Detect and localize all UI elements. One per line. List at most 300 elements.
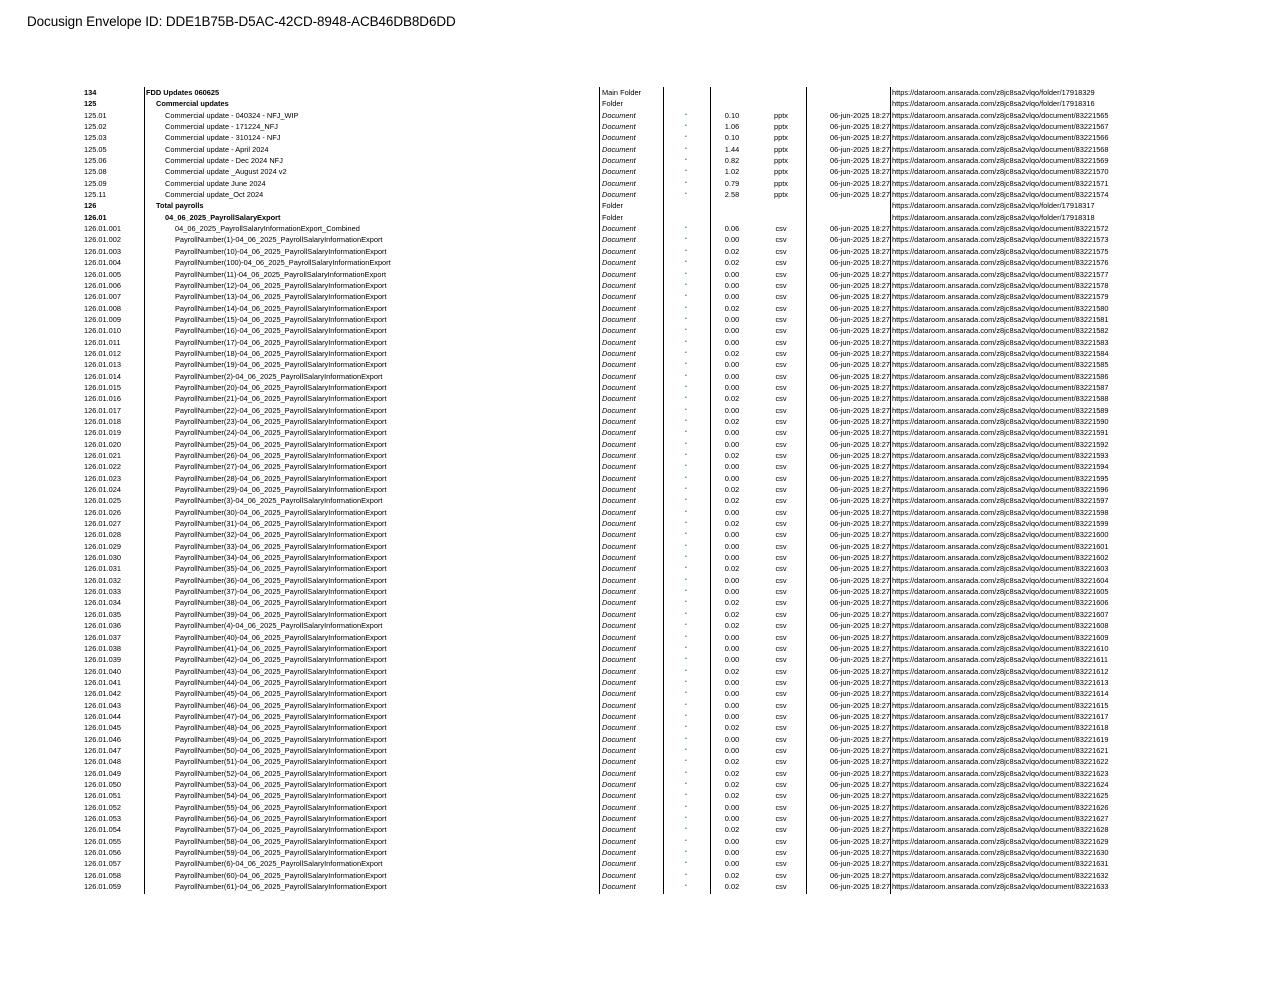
- row-index: 125.11: [84, 190, 107, 200]
- row-type: Document: [602, 632, 636, 642]
- row-url[interactable]: https://dataroom.ansarada.com/z8jc8sa2vlqo/document/83221570: [892, 167, 1109, 177]
- row-name: PayrollNumber(61)-04_06_2025_PayrollSalaryInformationExport: [175, 882, 387, 892]
- row-url[interactable]: https://dataroom.ansarada.com/z8jc8sa2vlqo/folder/17918318: [892, 212, 1095, 222]
- row-type: Document: [602, 360, 636, 370]
- row-size: 1.06: [724, 122, 740, 132]
- row-type: Folder: [602, 99, 623, 109]
- row-url[interactable]: https://dataroom.ansarada.com/z8jc8sa2vlqo/document/83221625: [892, 791, 1109, 801]
- table-row: [0, 711, 1272, 722]
- row-extension: csv: [775, 700, 787, 710]
- row-url[interactable]: https://dataroom.ansarada.com/z8jc8sa2vlqo/document/83221571: [892, 178, 1109, 188]
- row-url[interactable]: https://dataroom.ansarada.com/z8jc8sa2vlqo/document/83221626: [892, 802, 1109, 812]
- table-row: [0, 132, 1272, 143]
- row-size: 2.58: [724, 190, 740, 200]
- row-url[interactable]: https://dataroom.ansarada.com/z8jc8sa2vlqo/document/83221598: [892, 507, 1109, 517]
- row-url[interactable]: https://dataroom.ansarada.com/z8jc8sa2vlqo/document/83221579: [892, 292, 1109, 302]
- row-date: 06-jun-2025 18:27: [830, 745, 890, 755]
- table-row: [0, 382, 1272, 393]
- row-date: 06-jun-2025 18:27: [830, 519, 890, 529]
- row-size: 0.00: [724, 428, 740, 438]
- row-index: 126.01.036: [84, 621, 121, 631]
- row-url[interactable]: https://dataroom.ansarada.com/z8jc8sa2vlqo/document/83221628: [892, 825, 1109, 835]
- table-row: [0, 824, 1272, 835]
- row-extension: csv: [775, 382, 787, 392]
- row-index: 126.01.024: [84, 485, 121, 495]
- row-size: 0.00: [724, 292, 740, 302]
- row-name: PayrollNumber(49)-04_06_2025_PayrollSalaryInformationExport: [175, 734, 387, 744]
- row-size: 0.02: [724, 451, 740, 460]
- row-url[interactable]: https://dataroom.ansarada.com/z8jc8sa2vlqo/document/83221621: [892, 745, 1109, 755]
- table-row: [0, 756, 1272, 767]
- row-url[interactable]: https://dataroom.ansarada.com/z8jc8sa2vlqo/document/83221597: [892, 496, 1109, 506]
- row-type: Folder: [602, 201, 623, 211]
- row-size: 0.00: [724, 655, 740, 665]
- row-marker: •: [685, 134, 687, 141]
- row-marker: •: [685, 769, 687, 776]
- row-url[interactable]: https://dataroom.ansarada.com/z8jc8sa2vlqo/document/83221583: [892, 337, 1109, 347]
- row-index: 126.01.012: [84, 348, 121, 358]
- row-name: PayrollNumber(54)-04_06_2025_PayrollSalaryInformationExport: [175, 791, 387, 801]
- row-date: 06-jun-2025 18:27: [830, 280, 890, 290]
- table-row: [0, 314, 1272, 325]
- row-index: 126.01.048: [84, 757, 121, 767]
- row-index: 126.01.054: [84, 825, 121, 835]
- row-name: PayrollNumber(52)-04_06_2025_PayrollSalaryInformationExport: [175, 768, 387, 778]
- row-index: 126.01.035: [84, 609, 121, 619]
- row-extension: csv: [775, 848, 787, 858]
- row-url[interactable]: https://dataroom.ansarada.com/z8jc8sa2vlqo/folder/17918329: [892, 88, 1095, 97]
- row-type: Document: [602, 553, 636, 563]
- row-extension: pptx: [774, 190, 788, 200]
- row-url[interactable]: https://dataroom.ansarada.com/z8jc8sa2vlqo/document/83221578: [892, 280, 1109, 290]
- row-url[interactable]: https://dataroom.ansarada.com/z8jc8sa2vlqo/document/83221581: [892, 314, 1109, 324]
- row-url[interactable]: https://dataroom.ansarada.com/z8jc8sa2vlqo/document/83221604: [892, 575, 1109, 585]
- row-index: 126.01.013: [84, 360, 121, 370]
- table-row: [0, 246, 1272, 257]
- row-extension: csv: [775, 621, 787, 631]
- table-row: [0, 495, 1272, 506]
- row-extension: csv: [775, 530, 787, 540]
- row-index: 126.01.004: [84, 258, 121, 268]
- row-date: 06-jun-2025 18:27: [830, 723, 890, 733]
- row-url[interactable]: https://dataroom.ansarada.com/z8jc8sa2vlqo/document/83221586: [892, 371, 1109, 381]
- row-url[interactable]: https://dataroom.ansarada.com/z8jc8sa2vlqo/document/83221623: [892, 768, 1109, 778]
- row-date: 06-jun-2025 18:27: [830, 507, 890, 517]
- row-url[interactable]: https://dataroom.ansarada.com/z8jc8sa2vlqo/document/83221631: [892, 859, 1109, 869]
- row-date: 06-jun-2025 18:27: [830, 609, 890, 619]
- row-extension: pptx: [774, 156, 788, 166]
- row-type: Document: [602, 700, 636, 710]
- row-marker: •: [685, 724, 687, 731]
- row-name: FDD Updates 060625: [146, 88, 220, 97]
- row-date: 06-jun-2025 18:27: [830, 677, 890, 687]
- row-size: 0.02: [724, 666, 740, 676]
- row-url[interactable]: https://dataroom.ansarada.com/z8jc8sa2vlqo/document/83221567: [892, 122, 1109, 132]
- row-name: PayrollNumber(59)-04_06_2025_PayrollSalaryInformationExport: [175, 848, 387, 858]
- row-extension: pptx: [774, 167, 788, 177]
- row-url[interactable]: https://dataroom.ansarada.com/z8jc8sa2vlqo/document/83221624: [892, 779, 1109, 789]
- table-row: [0, 813, 1272, 824]
- row-marker: •: [685, 349, 687, 356]
- row-index: 126.01.027: [84, 519, 121, 529]
- row-extension: csv: [775, 643, 787, 653]
- row-marker: •: [685, 656, 687, 663]
- table-row: [0, 881, 1272, 892]
- table-row: [0, 552, 1272, 563]
- row-url[interactable]: https://dataroom.ansarada.com/z8jc8sa2vlqo/document/83221595: [892, 473, 1109, 483]
- row-marker: •: [685, 452, 687, 458]
- row-url[interactable]: https://dataroom.ansarada.com/z8jc8sa2vlqo/document/83221573: [892, 235, 1109, 245]
- row-type: Document: [602, 280, 636, 290]
- row-size: 0.00: [724, 530, 740, 540]
- row-size: 0.00: [724, 734, 740, 744]
- row-extension: csv: [775, 292, 787, 302]
- row-date: 06-jun-2025 18:27: [830, 643, 890, 653]
- row-url[interactable]: https://dataroom.ansarada.com/z8jc8sa2vlqo/document/83221568: [892, 144, 1109, 154]
- row-name: PayrollNumber(2)-04_06_2025_PayrollSalaryInformationExport: [175, 371, 383, 381]
- row-date: 06-jun-2025 18:27: [830, 224, 890, 234]
- row-url[interactable]: https://dataroom.ansarada.com/z8jc8sa2vlqo/document/83221622: [892, 757, 1109, 767]
- row-marker: •: [685, 599, 687, 606]
- table-row: [0, 858, 1272, 869]
- row-index: 125: [84, 99, 97, 109]
- row-type: Document: [602, 768, 636, 778]
- row-marker: •: [685, 293, 687, 300]
- row-url[interactable]: https://dataroom.ansarada.com/z8jc8sa2vlqo/document/83221591: [892, 428, 1109, 438]
- row-marker: •: [685, 417, 687, 424]
- row-name: PayrollNumber(19)-04_06_2025_PayrollSalaryInformationExport: [175, 360, 387, 370]
- row-extension: csv: [775, 575, 787, 585]
- row-name: PayrollNumber(38)-04_06_2025_PayrollSalaryInformationExport: [175, 598, 387, 608]
- row-index: 126.01.037: [84, 632, 121, 642]
- row-index: 126.01.052: [84, 802, 121, 812]
- row-type: Document: [602, 859, 636, 869]
- row-type: Document: [602, 405, 636, 415]
- row-index: 126.01.011: [84, 337, 121, 347]
- row-url[interactable]: https://dataroom.ansarada.com/z8jc8sa2vlqo/document/83221575: [892, 246, 1109, 256]
- row-marker: •: [685, 395, 687, 402]
- row-size: 0.00: [724, 814, 740, 823]
- table-row: [0, 586, 1272, 597]
- row-index: 126.01.015: [84, 382, 121, 392]
- row-date: 06-jun-2025 18:27: [830, 689, 890, 699]
- row-size: 0.00: [724, 575, 740, 585]
- row-index: 126.01.051: [84, 791, 121, 801]
- row-url[interactable]: https://dataroom.ansarada.com/z8jc8sa2vlqo/document/83221572: [892, 224, 1109, 234]
- row-name: PayrollNumber(40)-04_06_2025_PayrollSalaryInformationExport: [175, 632, 387, 642]
- row-marker: •: [685, 780, 687, 787]
- row-name: PayrollNumber(22)-04_06_2025_PayrollSalaryInformationExport: [175, 405, 387, 415]
- row-extension: csv: [775, 235, 787, 245]
- row-marker: •: [685, 168, 687, 175]
- table-row: [0, 121, 1272, 132]
- row-type: Document: [602, 814, 636, 823]
- row-index: 125.08: [84, 167, 107, 177]
- row-url[interactable]: https://dataroom.ansarada.com/z8jc8sa2vlqo/document/83221576: [892, 258, 1109, 268]
- row-type: Folder: [602, 212, 623, 222]
- row-date: 06-jun-2025 18:27: [830, 473, 890, 483]
- row-type: Document: [602, 462, 636, 472]
- row-date: 06-jun-2025 18:27: [830, 405, 890, 415]
- row-url[interactable]: https://dataroom.ansarada.com/z8jc8sa2vlqo/document/83221589: [892, 405, 1109, 415]
- row-size: 0.00: [724, 632, 740, 642]
- row-url[interactable]: https://dataroom.ansarada.com/z8jc8sa2vlqo/document/83221610: [892, 643, 1109, 653]
- row-index: 126.01.020: [84, 439, 121, 449]
- row-name: PayrollNumber(20)-04_06_2025_PayrollSalaryInformationExport: [175, 382, 387, 392]
- row-name: PayrollNumber(3)-04_06_2025_PayrollSalaryInformationExport: [175, 496, 383, 506]
- row-extension: csv: [775, 405, 787, 415]
- row-marker: •: [685, 281, 687, 288]
- row-type: Document: [602, 598, 636, 608]
- row-url[interactable]: https://dataroom.ansarada.com/z8jc8sa2vlqo/document/83221600: [892, 530, 1109, 540]
- row-extension: csv: [775, 677, 787, 687]
- row-type: Document: [602, 519, 636, 529]
- row-url[interactable]: https://dataroom.ansarada.com/z8jc8sa2vlqo/document/83221593: [892, 451, 1109, 460]
- row-type: Document: [602, 757, 636, 767]
- row-url[interactable]: https://dataroom.ansarada.com/z8jc8sa2vlqo/document/83221609: [892, 632, 1109, 642]
- row-url[interactable]: https://dataroom.ansarada.com/z8jc8sa2vlqo/document/83221629: [892, 836, 1109, 846]
- row-marker: •: [685, 429, 687, 436]
- row-marker: •: [685, 758, 687, 765]
- row-extension: csv: [775, 836, 787, 846]
- row-url[interactable]: https://dataroom.ansarada.com/z8jc8sa2vlqo/document/83221569: [892, 156, 1109, 166]
- row-index: 126.01.010: [84, 326, 121, 336]
- row-name: PayrollNumber(39)-04_06_2025_PayrollSalaryInformationExport: [175, 609, 387, 619]
- row-name: PayrollNumber(34)-04_06_2025_PayrollSalaryInformationExport: [175, 553, 387, 563]
- row-size: 0.02: [724, 882, 740, 892]
- row-size: 0.10: [724, 110, 740, 120]
- row-size: 0.00: [724, 269, 740, 279]
- row-name: Commercial updates: [156, 99, 229, 109]
- table-row: [0, 280, 1272, 291]
- row-extension: csv: [775, 326, 787, 336]
- row-date: 06-jun-2025 18:27: [830, 666, 890, 676]
- row-extension: csv: [775, 224, 787, 234]
- table-row: [0, 870, 1272, 881]
- row-type: Document: [602, 133, 636, 143]
- row-size: 0.02: [724, 779, 740, 789]
- row-url[interactable]: https://dataroom.ansarada.com/z8jc8sa2vlqo/document/83221611: [892, 655, 1108, 665]
- row-url[interactable]: https://dataroom.ansarada.com/z8jc8sa2vlqo/document/83221565: [892, 110, 1109, 120]
- row-size: 0.00: [724, 462, 740, 472]
- row-url[interactable]: https://dataroom.ansarada.com/z8jc8sa2vlqo/document/83221603: [892, 564, 1109, 574]
- table-row: [0, 643, 1272, 654]
- row-name: PayrollNumber(43)-04_06_2025_PayrollSalaryInformationExport: [175, 666, 387, 676]
- row-size: 0.02: [724, 485, 740, 495]
- row-url[interactable]: https://dataroom.ansarada.com/z8jc8sa2vlqo/document/83221594: [892, 462, 1109, 472]
- row-marker: •: [685, 803, 687, 810]
- row-extension: csv: [775, 451, 787, 460]
- row-marker: •: [685, 588, 687, 595]
- row-size: 0.02: [724, 621, 740, 631]
- row-index: 125.01: [84, 110, 107, 120]
- row-date: 06-jun-2025 18:27: [830, 382, 890, 392]
- row-name: PayrollNumber(45)-04_06_2025_PayrollSalaryInformationExport: [175, 689, 387, 699]
- row-url[interactable]: https://dataroom.ansarada.com/z8jc8sa2vlqo/document/83221577: [892, 269, 1109, 279]
- row-marker: •: [685, 259, 687, 266]
- row-type: Document: [602, 587, 636, 597]
- row-type: Document: [602, 303, 636, 313]
- row-url[interactable]: https://dataroom.ansarada.com/z8jc8sa2vlqo/document/83221633: [892, 882, 1109, 892]
- table-row: [0, 405, 1272, 416]
- row-type: Document: [602, 416, 636, 426]
- row-url[interactable]: https://dataroom.ansarada.com/z8jc8sa2vlqo/document/83221617: [892, 711, 1109, 721]
- row-index: 125.03: [84, 133, 107, 143]
- row-url[interactable]: https://dataroom.ansarada.com/z8jc8sa2vlqo/document/83221580: [892, 303, 1109, 313]
- row-size: 0.00: [724, 439, 740, 449]
- row-extension: csv: [775, 280, 787, 290]
- row-date: 06-jun-2025 18:27: [830, 836, 890, 846]
- row-type: Document: [602, 689, 636, 699]
- row-url[interactable]: https://dataroom.ansarada.com/z8jc8sa2vlqo/document/83221630: [892, 848, 1109, 858]
- row-date: 06-jun-2025 18:27: [830, 246, 890, 256]
- row-url[interactable]: https://dataroom.ansarada.com/z8jc8sa2vlqo/document/83221615: [892, 700, 1109, 710]
- row-marker: •: [685, 576, 687, 583]
- row-type: Document: [602, 496, 636, 506]
- row-date: 06-jun-2025 18:27: [830, 235, 890, 245]
- row-extension: csv: [775, 541, 787, 551]
- row-index: 126.01.039: [84, 655, 121, 665]
- row-url[interactable]: https://dataroom.ansarada.com/z8jc8sa2vlqo/document/83221613: [892, 677, 1109, 687]
- row-url[interactable]: https://dataroom.ansarada.com/z8jc8sa2vlqo/document/83221599: [892, 519, 1109, 529]
- table-row: [0, 416, 1272, 427]
- row-extension: csv: [775, 711, 787, 721]
- table-row: [0, 291, 1272, 302]
- row-type: Document: [602, 621, 636, 631]
- row-url[interactable]: https://dataroom.ansarada.com/z8jc8sa2vlqo/document/83221582: [892, 326, 1109, 336]
- row-url[interactable]: https://dataroom.ansarada.com/z8jc8sa2vlqo/document/83221596: [892, 485, 1109, 495]
- row-index: 126.01.014: [84, 371, 121, 381]
- row-marker: •: [685, 712, 687, 719]
- row-size: 1.02: [724, 167, 740, 177]
- row-name: PayrollNumber(56)-04_06_2025_PayrollSalaryInformationExport: [175, 814, 387, 823]
- row-name: Commercial update June 2024: [165, 178, 266, 188]
- table-row: [0, 620, 1272, 631]
- row-name: PayrollNumber(17)-04_06_2025_PayrollSalaryInformationExport: [175, 337, 387, 347]
- row-name: PayrollNumber(44)-04_06_2025_PayrollSalaryInformationExport: [175, 677, 387, 687]
- row-size: 0.02: [724, 791, 740, 801]
- row-date: 06-jun-2025 18:27: [830, 326, 890, 336]
- row-marker: •: [685, 372, 687, 379]
- row-url[interactable]: https://dataroom.ansarada.com/z8jc8sa2vlqo/document/83221618: [892, 723, 1109, 733]
- table-row: [0, 597, 1272, 608]
- row-url[interactable]: https://dataroom.ansarada.com/z8jc8sa2vlqo/document/83221614: [892, 689, 1109, 699]
- table-row: [0, 371, 1272, 382]
- row-extension: pptx: [774, 144, 788, 154]
- row-url[interactable]: https://dataroom.ansarada.com/z8jc8sa2vlqo/document/83221588: [892, 394, 1109, 404]
- row-index: 126.01.022: [84, 462, 121, 472]
- row-name: PayrollNumber(13)-04_06_2025_PayrollSalaryInformationExport: [175, 292, 387, 302]
- row-url[interactable]: https://dataroom.ansarada.com/z8jc8sa2vlqo/document/83221590: [892, 416, 1109, 426]
- row-date: 06-jun-2025 18:27: [830, 110, 890, 120]
- row-marker: •: [685, 247, 687, 254]
- table-row: [0, 529, 1272, 540]
- row-size: 0.00: [724, 507, 740, 517]
- row-url[interactable]: https://dataroom.ansarada.com/z8jc8sa2vlqo/document/83221627: [892, 814, 1109, 823]
- row-date: 06-jun-2025 18:27: [830, 360, 890, 370]
- row-name: PayrollNumber(50)-04_06_2025_PayrollSalaryInformationExport: [175, 745, 387, 755]
- row-url[interactable]: https://dataroom.ansarada.com/z8jc8sa2vlqo/folder/17918317: [892, 201, 1095, 211]
- row-marker: •: [685, 678, 687, 685]
- row-marker: •: [685, 690, 687, 697]
- row-name: PayrollNumber(35)-04_06_2025_PayrollSalaryInformationExport: [175, 564, 387, 574]
- row-url[interactable]: https://dataroom.ansarada.com/z8jc8sa2vlqo/document/83221608: [892, 621, 1109, 631]
- row-date: 06-jun-2025 18:27: [830, 303, 890, 313]
- row-name: PayrollNumber(42)-04_06_2025_PayrollSalaryInformationExport: [175, 655, 387, 665]
- row-name: Commercial update _August 2024 v2: [165, 167, 287, 177]
- row-date: 06-jun-2025 18:27: [830, 587, 890, 597]
- table-row: [0, 609, 1272, 620]
- row-type: Document: [602, 530, 636, 540]
- row-url[interactable]: https://dataroom.ansarada.com/z8jc8sa2vlqo/folder/17918316: [892, 99, 1095, 109]
- row-extension: csv: [775, 507, 787, 517]
- row-type: Document: [602, 711, 636, 721]
- row-url[interactable]: https://dataroom.ansarada.com/z8jc8sa2vlqo/document/83221607: [892, 609, 1109, 619]
- row-date: 06-jun-2025 18:27: [830, 314, 890, 324]
- row-url[interactable]: https://dataroom.ansarada.com/z8jc8sa2vlqo/document/83221566: [892, 133, 1109, 143]
- row-size: 0.02: [724, 303, 740, 313]
- table-row: [0, 257, 1272, 268]
- row-type: Document: [602, 609, 636, 619]
- row-url[interactable]: https://dataroom.ansarada.com/z8jc8sa2vlqo/document/83221587: [892, 382, 1109, 392]
- table-row: [0, 359, 1272, 370]
- row-name: PayrollNumber(1)-04_06_2025_PayrollSalaryInformationExport: [175, 235, 383, 245]
- row-marker: •: [685, 474, 687, 481]
- row-type: Document: [602, 564, 636, 574]
- row-url[interactable]: https://dataroom.ansarada.com/z8jc8sa2vlqo/document/83221605: [892, 587, 1109, 597]
- row-size: 1.44: [724, 144, 740, 154]
- row-index: 126.01.021: [84, 451, 121, 460]
- row-url[interactable]: https://dataroom.ansarada.com/z8jc8sa2vlqo/document/83221601: [892, 541, 1109, 551]
- row-date: 06-jun-2025 18:27: [830, 178, 890, 188]
- row-type: Document: [602, 235, 636, 245]
- table-row: [0, 654, 1272, 665]
- row-url[interactable]: https://dataroom.ansarada.com/z8jc8sa2vlqo/document/83221612: [892, 666, 1109, 676]
- row-url[interactable]: https://dataroom.ansarada.com/z8jc8sa2vlqo/document/83221592: [892, 439, 1109, 449]
- row-size: 0.00: [724, 405, 740, 415]
- row-type: Document: [602, 791, 636, 801]
- row-type: Document: [602, 326, 636, 336]
- row-marker: •: [685, 361, 687, 368]
- row-extension: csv: [775, 859, 787, 869]
- row-type: Document: [602, 723, 636, 733]
- row-size: 0.00: [724, 337, 740, 347]
- table-row: [0, 563, 1272, 574]
- row-marker: •: [685, 338, 687, 345]
- row-url[interactable]: https://dataroom.ansarada.com/z8jc8sa2vlqo/document/83221584: [892, 348, 1109, 358]
- row-url[interactable]: https://dataroom.ansarada.com/z8jc8sa2vlqo/document/83221619: [892, 734, 1109, 744]
- row-date: 06-jun-2025 18:27: [830, 779, 890, 789]
- row-type: Document: [602, 655, 636, 665]
- row-extension: csv: [775, 723, 787, 733]
- table-row: [0, 178, 1272, 189]
- row-url[interactable]: https://dataroom.ansarada.com/z8jc8sa2vlqo/document/83221632: [892, 870, 1109, 880]
- row-name: PayrollNumber(26)-04_06_2025_PayrollSalaryInformationExport: [175, 451, 387, 460]
- row-index: 126.01.006: [84, 280, 121, 290]
- table-row: [0, 200, 1272, 211]
- row-url[interactable]: https://dataroom.ansarada.com/z8jc8sa2vlqo/document/83221585: [892, 360, 1109, 370]
- table-row: [0, 677, 1272, 688]
- row-index: 126.01.030: [84, 553, 121, 563]
- row-url[interactable]: https://dataroom.ansarada.com/z8jc8sa2vlqo/document/83221602: [892, 553, 1109, 563]
- row-url[interactable]: https://dataroom.ansarada.com/z8jc8sa2vlqo/document/83221574: [892, 190, 1109, 200]
- row-name: 04_06_2025_PayrollSalaryInformationExport_Combined: [175, 224, 360, 234]
- row-size: 0.10: [724, 133, 740, 143]
- row-name: PayrollNumber(55)-04_06_2025_PayrollSalaryInformationExport: [175, 802, 387, 812]
- row-url[interactable]: https://dataroom.ansarada.com/z8jc8sa2vlqo/document/83221606: [892, 598, 1109, 608]
- table-row: [0, 700, 1272, 711]
- row-extension: csv: [775, 870, 787, 880]
